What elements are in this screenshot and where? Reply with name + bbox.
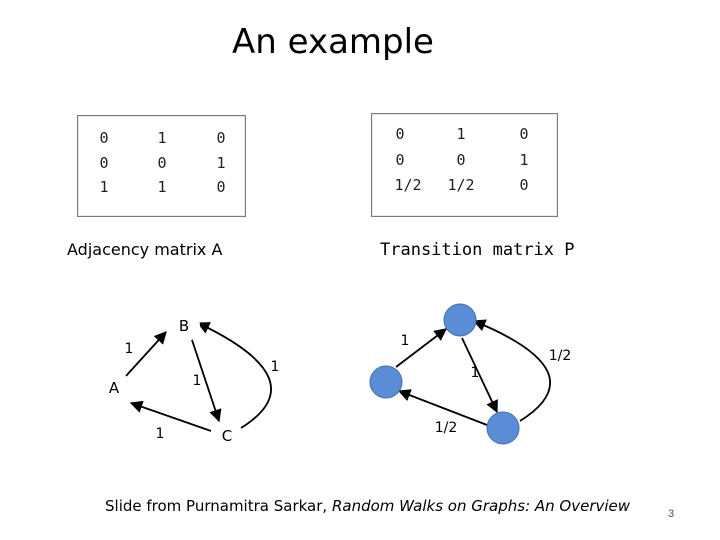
matrix-cell: 1/2 xyxy=(447,176,475,194)
node-b xyxy=(444,304,476,336)
slide-footer xyxy=(105,497,630,515)
matrix-cell: 0 xyxy=(519,125,529,143)
matrix-cell: 0 xyxy=(395,125,405,143)
matrix-cell: 1 xyxy=(519,151,529,169)
edge-label: 1 xyxy=(192,373,202,389)
edge-c-to-a xyxy=(131,403,211,431)
matrix-cell: 0 xyxy=(216,129,226,147)
adjacency-caption: Adjacency matrix A xyxy=(67,240,223,259)
edge-c-to-b xyxy=(198,323,271,428)
matrix-cell: 0 xyxy=(99,154,109,172)
node-a-label: A xyxy=(108,379,120,397)
matrix-cell: 0 xyxy=(157,154,167,172)
matrix-cell: 1 xyxy=(157,129,167,147)
node-c-label: C xyxy=(221,427,233,445)
matrix-cell: 1 xyxy=(456,125,466,143)
edge-label: 1 xyxy=(124,341,134,357)
edge-label: 1/2 xyxy=(548,348,572,364)
edge-label: 1 xyxy=(270,359,280,375)
matrix-cell: 0 xyxy=(395,151,405,169)
matrix-cell: 0 xyxy=(519,176,529,194)
edge-label: 1/2 xyxy=(434,420,458,436)
matrix-cell: 1 xyxy=(99,178,109,196)
matrix-cell: 0 xyxy=(216,178,226,196)
edge-label: 1 xyxy=(470,365,480,381)
slide-title: An example xyxy=(232,22,434,62)
matrix-cell: 1 xyxy=(157,178,167,196)
matrix-cell: 0 xyxy=(99,129,109,147)
matrix-cell: 0 xyxy=(456,151,466,169)
transition-caption: Transition matrix P xyxy=(380,240,575,260)
node-a xyxy=(370,366,402,398)
footer-credit: Slide from Purnamitra Sarkar, xyxy=(105,497,328,515)
edge-label: 1 xyxy=(400,333,410,349)
node-b xyxy=(168,310,200,342)
node-a xyxy=(97,371,131,405)
node-b-label: B xyxy=(178,317,190,335)
edge-b-to-c xyxy=(462,338,497,412)
matrix-cell: 1/2 xyxy=(394,176,422,194)
edge-c-to-b xyxy=(474,321,550,421)
page-number: 3 xyxy=(668,508,675,520)
footer-source: Random Walks on Graphs: An Overview xyxy=(331,497,631,515)
edge-label: 1 xyxy=(155,426,165,442)
matrix-cell: 1 xyxy=(216,154,226,172)
node-c xyxy=(487,412,519,444)
node-c xyxy=(211,420,243,452)
